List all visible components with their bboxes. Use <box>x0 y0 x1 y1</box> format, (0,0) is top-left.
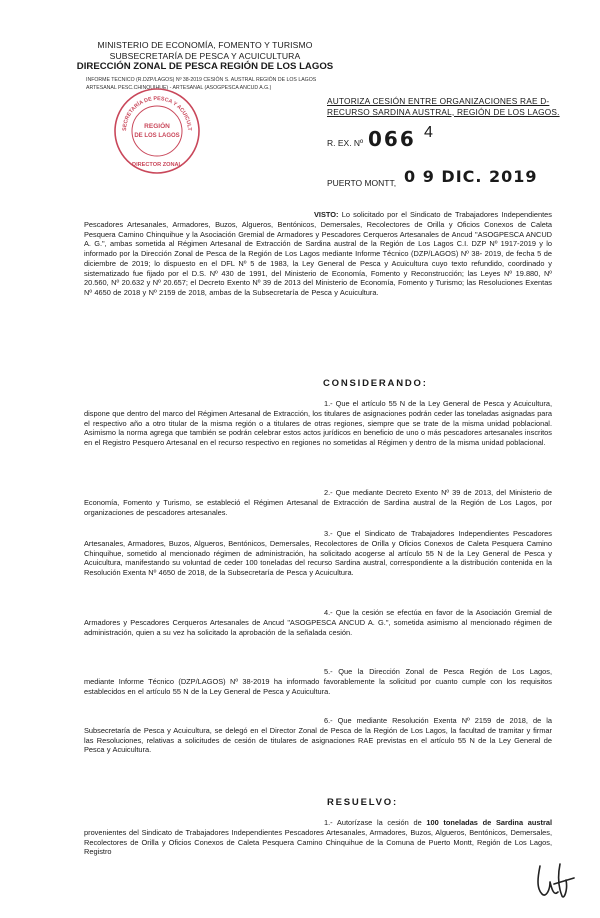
resuelvo-1-bold: 100 toneladas de Sardina austral <box>426 818 552 827</box>
reference-line-2: ARTESANAL PESC.CHINQUIHUE) - ARTESANAL (ASOGPESCA ANCUD A.G.) <box>86 85 272 91</box>
reference-line-1: INFORME TECNICO (R.DZP/LAGOS) Nº 38-2019 CESIÓN S. AUSTRAL REGIÓN DE LOS LAGOS <box>86 77 317 83</box>
resuelvo-heading: RESUELVO: <box>327 797 398 808</box>
resuelvo-1-post: provenientes del Sindicato de Trabajadores Independientes Pescadores Artesanales, Armadores, Buzos, Algueros, Bentónicos, Demersales, Recolectores de Orilla y Oficios Conexos de Caleta Pesquera Camino Chinquihue de la Comuna de Puerto Montt, Región de Los Lagos, Registro <box>84 827 552 857</box>
resolution-handwritten-mark: 4 <box>424 124 433 141</box>
date-stamp: 0 9 DIC. 2019 <box>404 167 538 186</box>
resolution-label: R. EX. Nº <box>327 138 364 148</box>
stamp-bottom-text: DIRECTOR ZONAL <box>132 162 182 168</box>
stamp-center-line-1: REGIÓN <box>144 123 170 130</box>
resolution-number: 066 <box>368 127 416 151</box>
stamp-center-line-2: DE LOS LAGOS <box>134 133 180 139</box>
subsecretaria-name: SUBSECRETARÍA DE PESCA Y ACUICULTURA <box>109 50 301 61</box>
place-label: PUERTO MONTT, <box>327 178 397 188</box>
considerando-5: 5.- Que la Dirección Zonal de Pesca Región de Los Lagos, mediante Informe Técnico (DZP/LAGOS) Nº 38-2019 ha informado favorablemente la solicitud por cuanto cumple con los requisitos establecidos en el artículo 55 N de la Ley General de Pesca y Acuicultura. <box>84 667 552 696</box>
office-stamp <box>112 86 202 176</box>
considerando-heading: CONSIDERANDO: <box>323 378 428 389</box>
considerando-2: 2.- Que mediante Decreto Exento Nº 39 de 2013, del Ministerio de Economía, Fomento y Turismo, se estableció el Régimen Artesanal de Extracción de Sardina austral de la Región de Los Lagos, por organizaciones de pescadores artesanales. <box>84 488 552 517</box>
considerando-3: 3.- Que el Sindicato de Trabajadores Independientes Pescadores Artesanales, Armadores, Buzos, Algueros, Bentónicos, Demersales, Recolectores de Orilla y Oficios Conexos de Caleta Pesquera Camino Chinquihue, sometido al mencionado régimen de administración, ha solicitado acogerse al artículo 55 N de la Ley General de Pesca y Acuicultura, manifestando su voluntad de ceder 100 toneladas del recurso Sardina austral, correspondiente a la distribución contenida en la Resolución Exenta Nº 4650 de 2018, de la Subsecretaría de Pesca y Acuicultura. <box>84 529 552 578</box>
considerando-1: 1.- Que el artículo 55 N de la Ley General de Pesca y Acuicultura, dispone que dentro del marco del Régimen Artesanal de Extracción, los titulares de asignaciones podrán ceder las toneladas asignadas para el respectivo año a otro titular de la misma región o a titulares de otras regiones, siempre que se trate de la misma unidad poblacional. Asimismo la norma agrega que también se podrán celebrar estos actos jurídicos en beneficio de uno o más pescadores artesanales inscritos en el Registro Pesquero Artesanal en el recurso respectivo en regiones no sometidas al Régimen y dentro de la misma unidad poblacional. <box>84 399 552 448</box>
resolution-subject: AUTORIZA CESIÓN ENTRE ORGANIZACIONES RAE D- RECURSO SARDINA AUSTRAL, REGIÓN DE LOS LAGOS. <box>327 96 560 117</box>
initials-signature <box>532 860 580 904</box>
stamp-arc-text: SECRETARÍA DE PESCA Y ACUICULT <box>121 95 193 132</box>
letterhead <box>70 40 340 73</box>
resuelvo-1-pre: 1.- Autorízase la cesión de <box>324 818 427 827</box>
direccion-name: DIRECCIÓN ZONAL DE PESCA REGIÓN DE LOS LAGOS <box>76 61 334 72</box>
visto-paragraph <box>84 210 552 298</box>
considerando-6: 6.- Que mediante Resolución Exenta Nº 2159 de 2018, de la Subsecretaría de Pesca y Acuicultura, se delegó en el Director Zonal de Pesca de la Región de Los Lagos, la facultad de tramitar y firmar las Resoluciones, relativas a solicitudes de cesión de titulares de asignaciones RAE previstas en el artículo 55 N de la Ley General de Pesca y Acuicultura. <box>84 716 552 755</box>
considerando-4: 4.- Que la cesión se efectúa en favor de la Asociación Gremial de Armadores y Pescadores Cerqueros Artesanales de Ancud "ASOGPESCA ANCUD A. G.", sometida asimismo al mencionado régimen de administración, quien a su vez ha solicitado la aprobación de la señalada cesión. <box>84 608 552 637</box>
resuelvo-1 <box>84 818 552 857</box>
visto-text: Lo solicitado por el Sindicato de Trabajadores Independientes Pescadores Artesanales, Armadores, Buzos, Algueros, Bentónicos, Demersales, Recolectores de Orilla y Oficios Conexos de Caleta Pesquera Camino Chinquihue y la Asociación Gremial de Armadores y Pescadores Cerqueros Artesanales de Ancud "ASOGPESCA ANCUD A. G.", ambas sometida al Régimen Artesanal de Extracción de Sardina austral de la Región de Los Lagos C.I. DZP Nº 1917-2019 y lo informado por la Dirección Zonal de Pesca de la Región de Los Lagos mediante Informe Técnico (DZP/LAGOS) Nº 38- 2019, de fecha 5 de diciembre de 2019; lo dispuesto en el DFL Nº 5 de 1983, la Ley General de Pesca y Acuicultura cuyo texto refundido, coordinado y sistematizado fue fijado por el D.S. Nº 430 de 1991, del Ministerio de Economía, Fomento y Reconstrucción; las Leyes Nº 19.880, Nº 20.560, Nº 20.632 y Nº 20.657; el Decreto Exento Nº 39 de 2013 del Ministerio de Economía, Fomento y Turismo; las Resoluciones Exentas Nº 4650 de 2018 y Nº 2159 de 2018, ambas de la Subsecretaría de Pesca y Acuicultura. <box>84 210 552 298</box>
ministry-name: MINISTERIO DE ECONOMÍA, FOMENTO Y TURISMO <box>97 40 313 50</box>
visto-label: VISTO: <box>314 210 339 219</box>
